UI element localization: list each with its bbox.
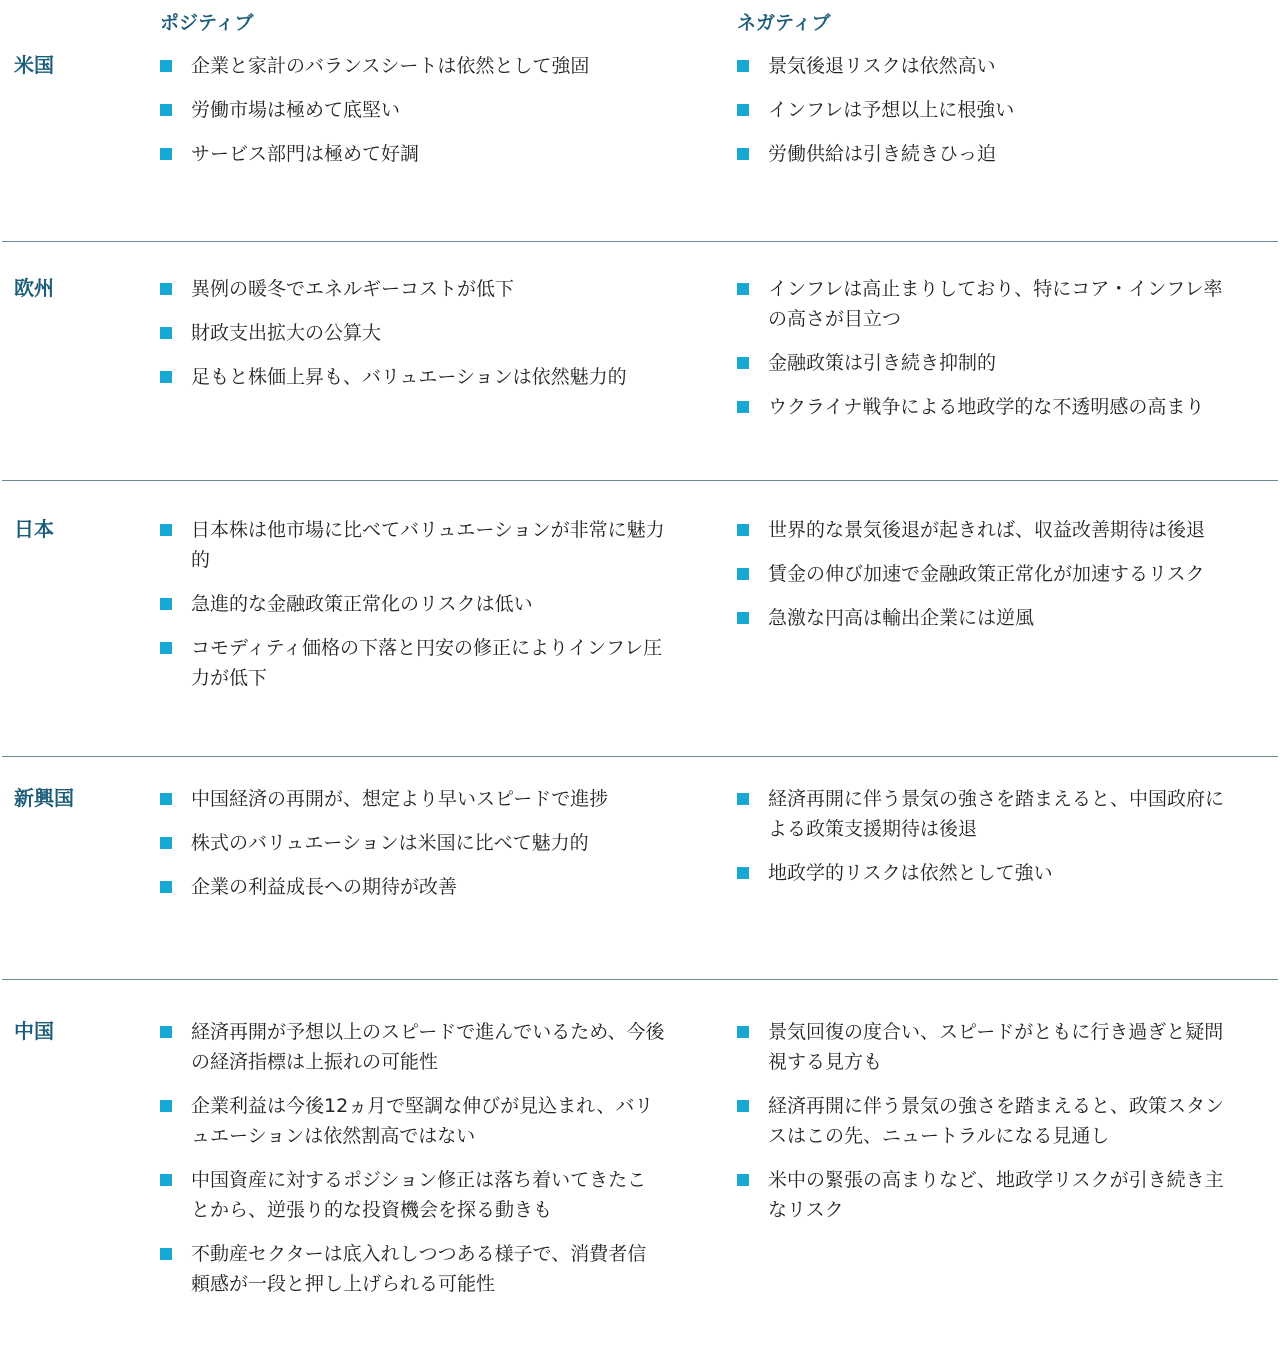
list-item [737,392,1237,422]
item-text: 労働供給は引き続きひっ迫 [768,143,997,165]
list-item [160,318,665,348]
square-bullet-icon [737,524,749,536]
square-bullet-icon [160,1026,172,1038]
list-item [160,362,665,392]
square-bullet-icon [160,148,172,160]
square-bullet-icon [737,793,749,805]
item-text: 企業と家計のバランスシートは依然として強固 [191,55,590,77]
item-text: 金融政策は引き続き抑制的 [768,352,997,374]
positive-column-header: ポジティブ [160,12,254,34]
item-text: 経済再開に伴う景気の強さを踏まえると、政策スタンスはこの先、ニュートラルになる見通し [768,1095,1225,1147]
square-bullet-icon [160,598,172,610]
square-bullet-icon [737,612,749,624]
list-item [737,603,1237,633]
negative-column-header: ネガティブ [737,12,831,34]
region-name-europe: 欧州 [14,276,54,300]
emerging-positive-list [160,784,665,916]
europe-positive-list [160,274,665,406]
list-item [160,139,665,169]
item-text: 財政支出拡大の公算大 [191,322,382,344]
list-item [737,139,1237,169]
square-bullet-icon [160,793,172,805]
item-text: 急進的な金融政策正常化のリスクは低い [191,593,533,615]
item-text: 企業の利益成長への期待が改善 [191,876,458,898]
square-bullet-icon [737,1026,749,1038]
item-text: 賃金の伸び加速で金融政策正常化が加速するリスク [768,563,1205,585]
square-bullet-icon [737,1100,749,1112]
item-text: 足もと株価上昇も、バリュエーションは依然魅力的 [191,366,627,388]
square-bullet-icon [160,881,172,893]
region-name-emerging: 新興国 [14,786,74,810]
list-item [160,828,665,858]
list-item [160,1239,665,1299]
region-name-japan: 日本 [14,517,54,541]
square-bullet-icon [160,327,172,339]
list-item [160,95,665,125]
section-divider [2,480,1278,481]
japan-positive-list [160,515,665,707]
region-name-china: 中国 [14,1019,54,1043]
square-bullet-icon [160,60,172,72]
square-bullet-icon [737,60,749,72]
item-text: 異例の暖冬でエネルギーコストが低下 [191,278,515,300]
square-bullet-icon [737,867,749,879]
square-bullet-icon [160,1248,172,1260]
us-negative-list [737,51,1237,183]
list-item [737,1091,1237,1151]
list-item [737,51,1237,81]
square-bullet-icon [160,1174,172,1186]
list-item [160,274,665,304]
list-item [160,589,665,619]
square-bullet-icon [737,104,749,116]
list-item [160,872,665,902]
list-item [160,633,665,693]
item-text: 中国資産に対するポジション修正は落ち着いてきたことから、逆張り的な投資機会を探る動きも [191,1169,647,1221]
item-text: インフレは予想以上に根強い [768,99,1015,121]
item-text: 不動産セクターは底入れしつつある様子で、消費者信頼感が一段と押し上げられる可能性 [191,1243,647,1295]
list-item [737,784,1237,844]
china-negative-list [737,1017,1237,1239]
us-positive-list [160,51,665,183]
square-bullet-icon [160,642,172,654]
item-text: 中国経済の再開が、想定より早いスピードで進捗 [191,788,609,810]
item-text: 労働市場は極めて底堅い [191,99,401,121]
list-item [737,348,1237,378]
square-bullet-icon [737,1174,749,1186]
square-bullet-icon [737,568,749,580]
item-text: 経済再開が予想以上のスピードで進んでいるため、今後の経済指標は上振れの可能性 [191,1021,665,1073]
china-positive-list [160,1017,665,1313]
item-text: コモディティ価格の下落と円安の修正によりインフレ圧力が低下 [191,637,663,689]
list-item [737,515,1237,545]
item-text: 米中の緊張の高まりなど、地政学リスクが引き続き主なリスク [768,1169,1224,1221]
square-bullet-icon [737,401,749,413]
square-bullet-icon [160,837,172,849]
square-bullet-icon [737,148,749,160]
list-item [737,858,1237,888]
item-text: サービス部門は極めて好調 [191,143,420,165]
item-text: 日本株は他市場に比べてバリュエーションが非常に魅力的 [191,519,665,571]
square-bullet-icon [160,283,172,295]
list-item [160,784,665,814]
item-text: 株式のバリュエーションは米国に比べて魅力的 [191,832,589,854]
square-bullet-icon [160,371,172,383]
list-item [737,1165,1237,1225]
list-item [160,51,665,81]
list-item [160,1165,665,1225]
list-item [737,1017,1237,1077]
emerging-negative-list [737,784,1237,902]
europe-negative-list [737,274,1237,436]
item-text: 景気回復の度合い、スピードがともに行き過ぎと疑問視する見方も [768,1021,1224,1073]
square-bullet-icon [160,524,172,536]
list-item [160,515,665,575]
section-divider [2,979,1278,980]
item-text: インフレは高止まりしており、特にコア・インフレ率の高さが目立つ [768,278,1223,330]
square-bullet-icon [737,357,749,369]
list-item [737,95,1237,125]
item-text: 急激な円高は輸出企業には逆風 [768,607,1035,629]
item-text: ウクライナ戦争による地政学的な不透明感の高まり [768,396,1205,418]
list-item [160,1091,665,1151]
list-item [737,559,1237,589]
item-text: 地政学的リスクは依然として強い [768,862,1053,884]
list-item [160,1017,665,1077]
square-bullet-icon [160,1100,172,1112]
item-text: 世界的な景気後退が起きれば、収益改善期待は後退 [768,519,1206,541]
list-item [737,274,1237,334]
section-divider [2,241,1278,242]
square-bullet-icon [737,283,749,295]
item-text: 景気後退リスクは依然高い [768,55,996,77]
square-bullet-icon [160,104,172,116]
region-name-us: 米国 [14,53,54,77]
section-divider [2,756,1278,757]
item-text: 経済再開に伴う景気の強さを踏まえると、中国政府による政策支援期待は後退 [768,788,1225,840]
japan-negative-list [737,515,1237,647]
item-text: 企業利益は今後12ヵ月で堅調な伸びが見込まれ、バリュエーションは依然割高ではない [191,1095,654,1147]
